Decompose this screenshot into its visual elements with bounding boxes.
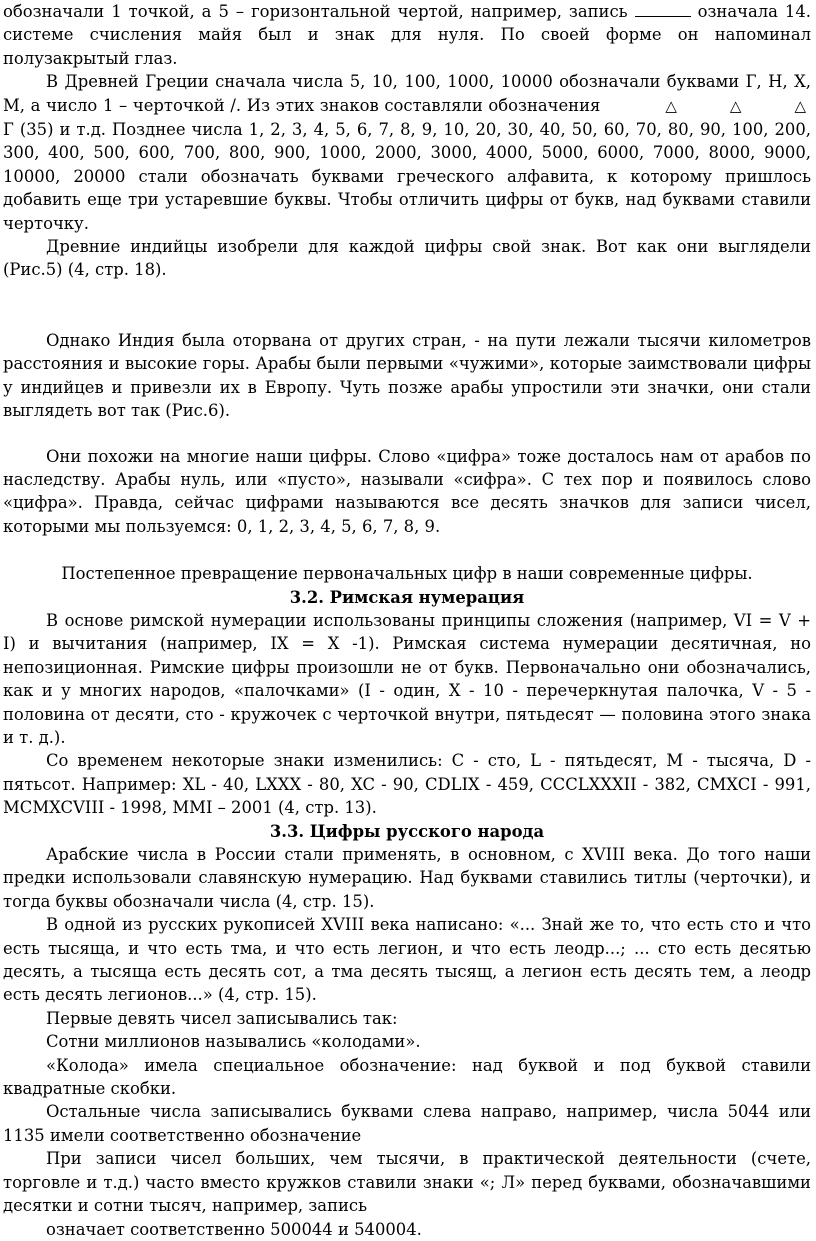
paragraph-russia-arabic: Арабские числа в России стали применять, в основном, с XVIII века. До того наши предки использовали славянскую нумерацию. Над буквами ставились титлы (черточки), и тогда буквы обозначали числа (4, стр. 15).: [3, 845, 811, 911]
paragraph-result: означает соответственно 500044 и 540004.: [46, 1219, 422, 1239]
paragraph-digits: Они похожи на многие наши цифры. Слово «цифра» тоже досталось нам от арабов по наследству. Арабы нуль, или «пусто», называли «сифра». С тех пор и появилось слово «цифра». Правда, сейчас цифрами называются все десять значков для записи чисел, которыми мы пользуемся: 0, 1, 2, 3, 4, 5, 6, 7, 8, 9.: [3, 446, 811, 536]
paragraph-maya-end: означала 14. системе счисления майя был и знак для нуля. По своей форме он напоминал полузакрытый глаз.: [3, 2, 811, 68]
paragraph-first-nine: Первые девять чисел записывались так:: [46, 1008, 398, 1028]
paragraph-kolody: Сотни миллионов назывались «колодами».: [46, 1032, 421, 1052]
greek-symbol-icon: △: [665, 96, 677, 115]
heading-russian-numerals: 3.3. Цифры русского народа: [269, 821, 545, 841]
paragraph-greece-end: Г (35) и т.д. Позднее числа 1, 2, 3, 4, 5, 6, 7, 8, 9, 10, 20, 30, 40, 50, 60, 70, 80, 90, 100, 200, 300, 400, 500, 600, 700, 800, 900, 1000, 2000, 3000, 4000, 5000, 6000, 7000, 8000, 9000, 10000, 20000 стали обозначать буквами греческого алфавита, к которому пришлось добавить еще три устаревшие буквы. Чтобы отличить цифры от букв, над буквами ставили черточку.: [3, 120, 811, 233]
greek-symbol-icon: △: [794, 96, 806, 115]
maya-numeral-blank: [635, 2, 691, 17]
paragraph-manuscript: В одной из русских рукописей XVIII века написано: «... Знай же то, что есть сто и что есть тысяща, и что есть тма, и что есть легион, и что есть леодр...; ... сто есть десятью десять, а тысяща есть десять сот, а тма десять тысящ, а легион есть десять тем, а леодр есть десять легионов...» (4, стр. 15).: [3, 915, 811, 1005]
paragraph-left-to-right: Остальные числа записывались буквами слева направо, например, числа 5044 или 1135 имели соответственно обозначение: [3, 1102, 811, 1145]
paragraph-arabs: Однако Индия была оторвана от других стран, - на пути лежали тысячи километров расстояния и высокие горы. Арабы были первыми «чужими», которые заимствовали цифры у индийцев и привезли их в Европу. Чуть позже арабы упростили эти значки, они стали выглядеть вот так (Рис.6).: [3, 330, 811, 421]
paragraph-greece: [3, 70, 811, 235]
paragraph-roman-basics: В основе римской нумерации использованы принципы сложения (например, VI = V + I) и вычитания (например, IX = X -1). Римская система нумерации десятичная, но непозиционная. Римские цифры произошли не от букв. Первоначально они обозначались, как и у многих народов, «палочками» (I - один, X - 10 - перечеркнутая палочка, V - 5 - половина от десяти, сто - кружочек с черточкой внутри, пятьдесят — половина этого знака и т. д.).: [3, 610, 811, 747]
paragraph-maya: [3, 0, 811, 70]
paragraph-koloda-notation: «Колода» имела специальное обозначение: над буквой и под буквой ставили квадратные скобки.: [3, 1055, 811, 1099]
heading-roman-numerals: 3.2. Римская нумерация: [289, 587, 525, 607]
spacer: [3, 538, 811, 562]
paragraph-large-numbers: При записи чисел больших, чем тысячи, в практической деятельности (счете, торговле и т.д.) часто вместо кружков ставили знаки «; Л» перед буквами, обозначавшими десятки и сотни тысяч, например, запись: [3, 1149, 811, 1216]
paragraph-india: Древние индийцы изобрели для каждой цифры свой знак. Вот как они выглядели (Рис.5) (4, стр. 18).: [3, 237, 811, 280]
greek-symbol-icon: △: [729, 96, 742, 115]
figure-6-space: [3, 423, 811, 445]
figure-5-space: [3, 282, 811, 329]
figure-caption: Постепенное превращение первоначальных цифр в наши современные цифры.: [61, 564, 753, 584]
paragraph-maya-start: обозначали 1 точкой, а 5 – горизонтальной чертой, например, запись: [3, 2, 628, 21]
paragraph-greece-start: В Древней Греции сначала числа 5, 10, 100, 1000, 10000 обозначали буквами Г, Н, Х, М, а число 1 – черточкой /. Из этих знаков составляли обозначения: [3, 72, 811, 115]
paragraph-roman-examples: Со временем некоторые знаки изменились: C - сто, L - пятьдесят, M - тысяча, D - пятьсот. Например: XL - 40, LXXX - 80, XC - 90, CDLIX - 459, CCCLXXXII - 382, CMXCI - 991, MCMXCVIII - 1998, MMI – 2001 (4, стр. 13).: [3, 751, 811, 818]
